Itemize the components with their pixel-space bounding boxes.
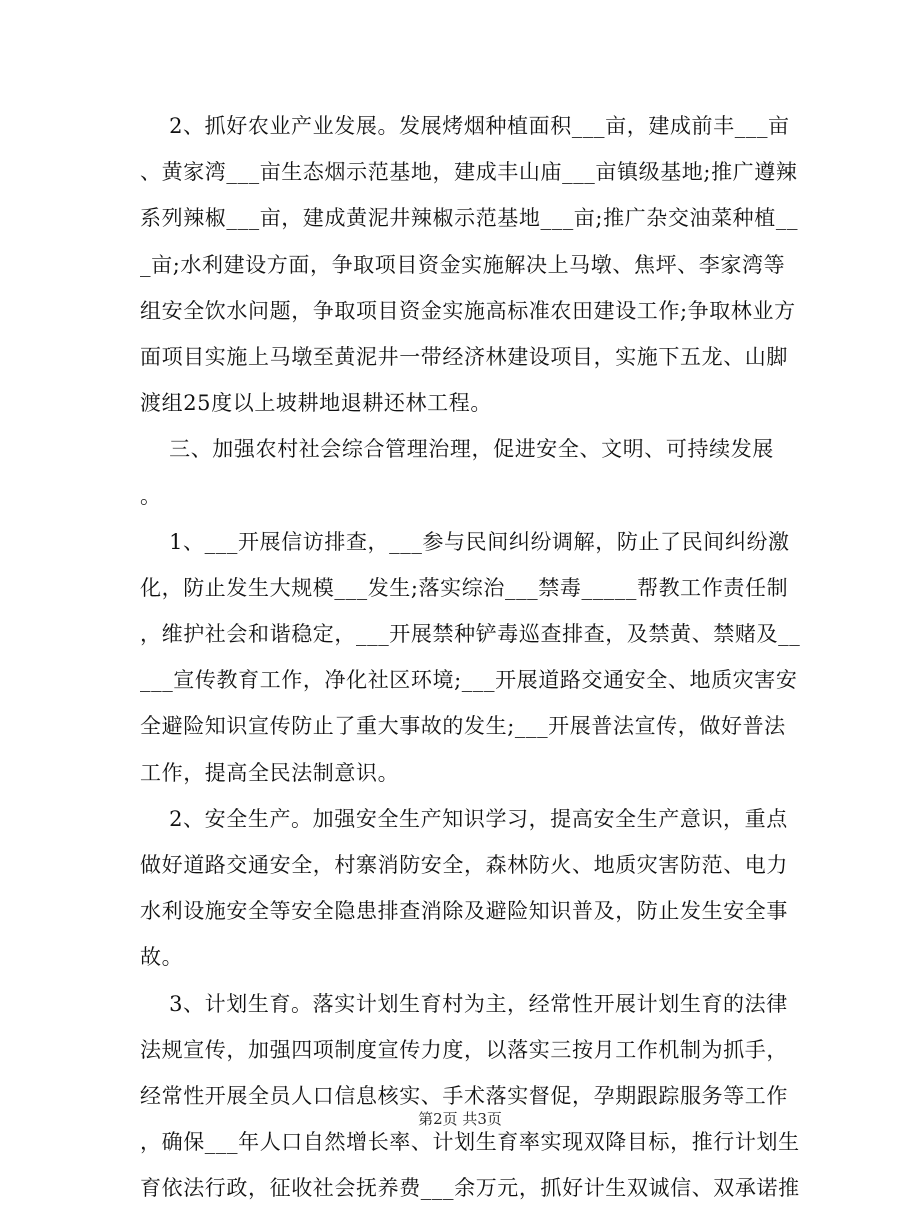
text-line: _亩;水利建设方面，争取项目资金实施解决上马墩、焦坪、李家湾等 xyxy=(140,252,786,277)
text-line: 化，防止发生大规模___发生;落实综治___禁毒_____帮教工作责任制 xyxy=(140,575,789,600)
text-line: ，维护社会和谐稳定，___开展禁种铲毒巡查排查，及禁黄、禁赌及__ xyxy=(140,622,801,647)
text-line: 。 xyxy=(140,483,162,508)
text-line: 经常性开展全员人口信息核实、手术落实督促，孕期跟踪服务等工作 xyxy=(140,1083,788,1108)
page-number: 第2页 共3页 xyxy=(418,1110,502,1128)
text-line: 、黄家湾___亩生态烟示范基地，建成丰山庙___亩镇级基地;推广遵辣 xyxy=(140,160,798,185)
text-line: 工作，提高全民法制意识。 xyxy=(140,760,400,785)
text-line: 故。 xyxy=(140,945,184,970)
text-line: 做好道路交通安全，村寨消防安全，森林防火、地质灾害防范、电力 xyxy=(140,853,788,877)
document-body xyxy=(140,103,801,1212)
text-line: ___宣传教育工作，净化社区环境;___开展道路交通安全、地质灾害安 xyxy=(140,668,798,693)
text-line: 育依法行政，征收社会抚养费___余万元，抓好计生双诚信、双承诺推 xyxy=(140,1176,800,1201)
text-line: 系列辣椒___亩，建成黄泥井辣椒示范基地___亩;推广杂交油菜种植__ xyxy=(140,206,799,231)
paragraph xyxy=(140,519,801,796)
paragraph xyxy=(140,426,782,518)
text-line: 全避险知识宣传防止了重大事故的发生;___开展普法宣传，做好普法 xyxy=(140,714,786,739)
text-line: 2、抓好农业产业发展。发展烤烟种植面积___亩，建成前丰___亩 xyxy=(140,114,790,138)
paragraph xyxy=(140,981,800,1212)
paragraph xyxy=(140,796,788,981)
paragraph xyxy=(140,103,799,426)
text-line: 三、加强农村社会综合管理治理，促进安全、文明、可持续发展 xyxy=(140,437,774,462)
text-line: 3、计划生育。落实计划生育村为主，经常性开展计划生育的法律 xyxy=(140,991,788,1016)
text-line: 法规宣传，加强四项制度宣传力度，以落实三按月工作机制为抓手， xyxy=(140,1037,788,1062)
text-line: 渡组25度以上坡耕地退耕还林工程。 xyxy=(140,391,492,416)
text-line: 面项目实施上马墩至黄泥井一带经济林建设项目，实施下五龙、山脚 xyxy=(140,344,788,369)
text-line: ，确保___年人口自然增长率、计划生育率实现双降目标，推行计划生 xyxy=(140,1130,800,1155)
text-line: 1、___开展信访排查，___参与民间纠纷调解，防止了民间纠纷激 xyxy=(140,529,790,554)
text-line: 水利设施安全等安全隐患排查消除及避险知识普及，防止发生安全事 xyxy=(140,899,788,924)
text-line: 2、安全生产。加强安全生产知识学习，提高安全生产意识，重点 xyxy=(140,806,788,831)
text-line: 组安全饮水问题，争取项目资金实施高标准农田建设工作;争取林业方 xyxy=(140,298,796,323)
